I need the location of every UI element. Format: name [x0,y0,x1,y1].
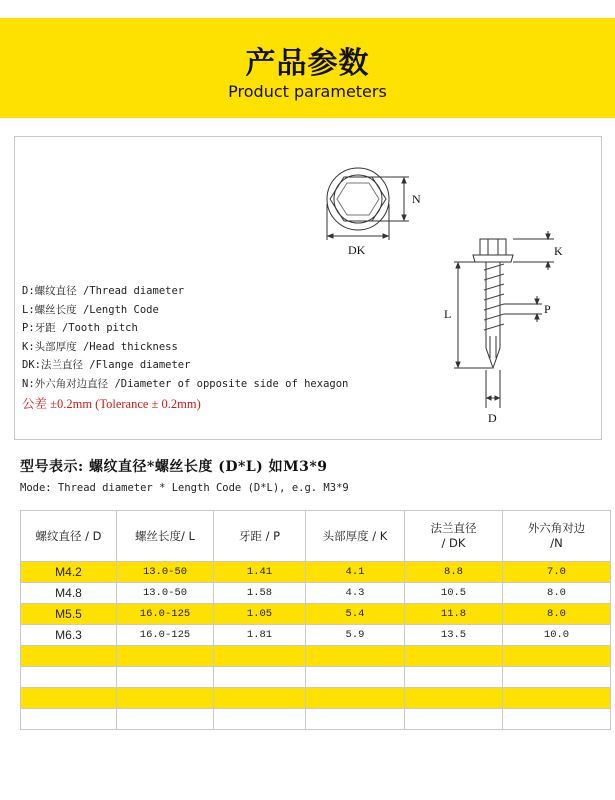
title-banner [0,18,615,118]
flange-side [473,255,513,262]
table-cell: 13.0-50 [117,562,214,583]
legend-item-K: K:头部厚度 /Head thickness [22,340,178,353]
table-row [21,583,611,604]
table-row [21,562,611,583]
table-cell: 1.05 [214,604,306,625]
model-format-zh: 型号表示: 螺纹直径*螺丝长度 (D*L) 如M3*9 [20,459,328,475]
table-cell: 7.0 [503,562,611,583]
table-row [21,604,611,625]
legend-item-N: N:外六角对边直径 /Diameter of opposite side of hexagon [22,377,349,390]
header-thread-diameter: 螺纹直径 / D [21,511,117,562]
legend-item-D: D:螺纹直径 /Thread diameter [22,285,185,297]
table-cell [117,646,214,667]
spec-table [20,510,611,730]
table-cell: 10.5 [405,583,503,604]
table-cell: 11.8 [405,604,503,625]
hex-outline [330,177,386,221]
table-cell: 5.4 [306,604,405,625]
label-P: P [544,302,551,316]
table-row [21,667,611,688]
header-hex-opposite: 外六角对边 /N [503,511,611,562]
table-cell: 10.0 [503,625,611,646]
table-cell [405,646,503,667]
label-L: L [444,307,452,321]
table-cell: 4.1 [306,562,405,583]
label-N: N [412,192,421,206]
table-cell [503,688,611,709]
table-cell [21,646,117,667]
page-title: 产品参数 [245,46,370,81]
table-cell [503,709,611,730]
table-cell [21,667,117,688]
header-flange-diameter: 法兰直径 / DK [405,511,503,562]
table-cell [306,709,405,730]
drill-tip [486,332,500,368]
legend-item-L: L:螺丝长度 /Length Code [22,303,159,316]
table-cell [214,709,306,730]
hex-inner [337,183,379,215]
table-header-row [21,511,611,562]
label-DK: DK [348,243,366,257]
table-cell [306,688,405,709]
hex-head-side [480,239,506,255]
table-cell: M4.8 [21,583,117,604]
table-cell: 8.8 [405,562,503,583]
table-cell: M6.3 [21,625,117,646]
table-cell: 8.0 [503,604,611,625]
table-cell [405,709,503,730]
table-cell: 1.41 [214,562,306,583]
table-cell: 16.0-125 [117,625,214,646]
legend-item-P: P:牙距 /Tooth pitch [22,322,138,335]
table-cell: M4.2 [21,562,117,583]
table-cell: 5.9 [306,625,405,646]
table-cell [21,709,117,730]
table-cell [214,646,306,667]
table-cell [214,688,306,709]
table-cell [405,667,503,688]
table-cell: 1.58 [214,583,306,604]
legend [22,282,348,413]
table-cell [306,667,405,688]
table-cell: 4.3 [306,583,405,604]
label-D: D [488,411,497,425]
table-cell [306,646,405,667]
table-cell: M5.5 [21,604,117,625]
table-cell [117,709,214,730]
table-row [21,709,611,730]
label-K: K [554,244,563,258]
page-subtitle: Product parameters [228,82,387,101]
table-cell [21,688,117,709]
table-cell: 13.0-50 [117,583,214,604]
table-cell [405,688,503,709]
legend-item-DK: DK:法兰直径 /Flange diameter [22,359,191,372]
model-format-en: Mode: Thread diameter * Length Code (D*L), e.g. M3*9 [20,482,349,494]
header-head-thickness: 头部厚度 / K [306,511,405,562]
table-row [21,688,611,709]
table-row [21,625,611,646]
header-pitch: 牙距 / P [214,511,306,562]
table-cell: 16.0-125 [117,604,214,625]
table-cell: 1.81 [214,625,306,646]
header-length: 螺丝长度/ L [117,511,214,562]
table-cell [117,688,214,709]
table-cell [503,646,611,667]
table-cell: 8.0 [503,583,611,604]
tolerance-note: 公差 ±0.2mm (Tolerance ± 0.2mm) [22,396,201,411]
table-cell [503,667,611,688]
table-row [21,646,611,667]
table-cell [117,667,214,688]
table-cell: 13.5 [405,625,503,646]
table-cell [214,667,306,688]
